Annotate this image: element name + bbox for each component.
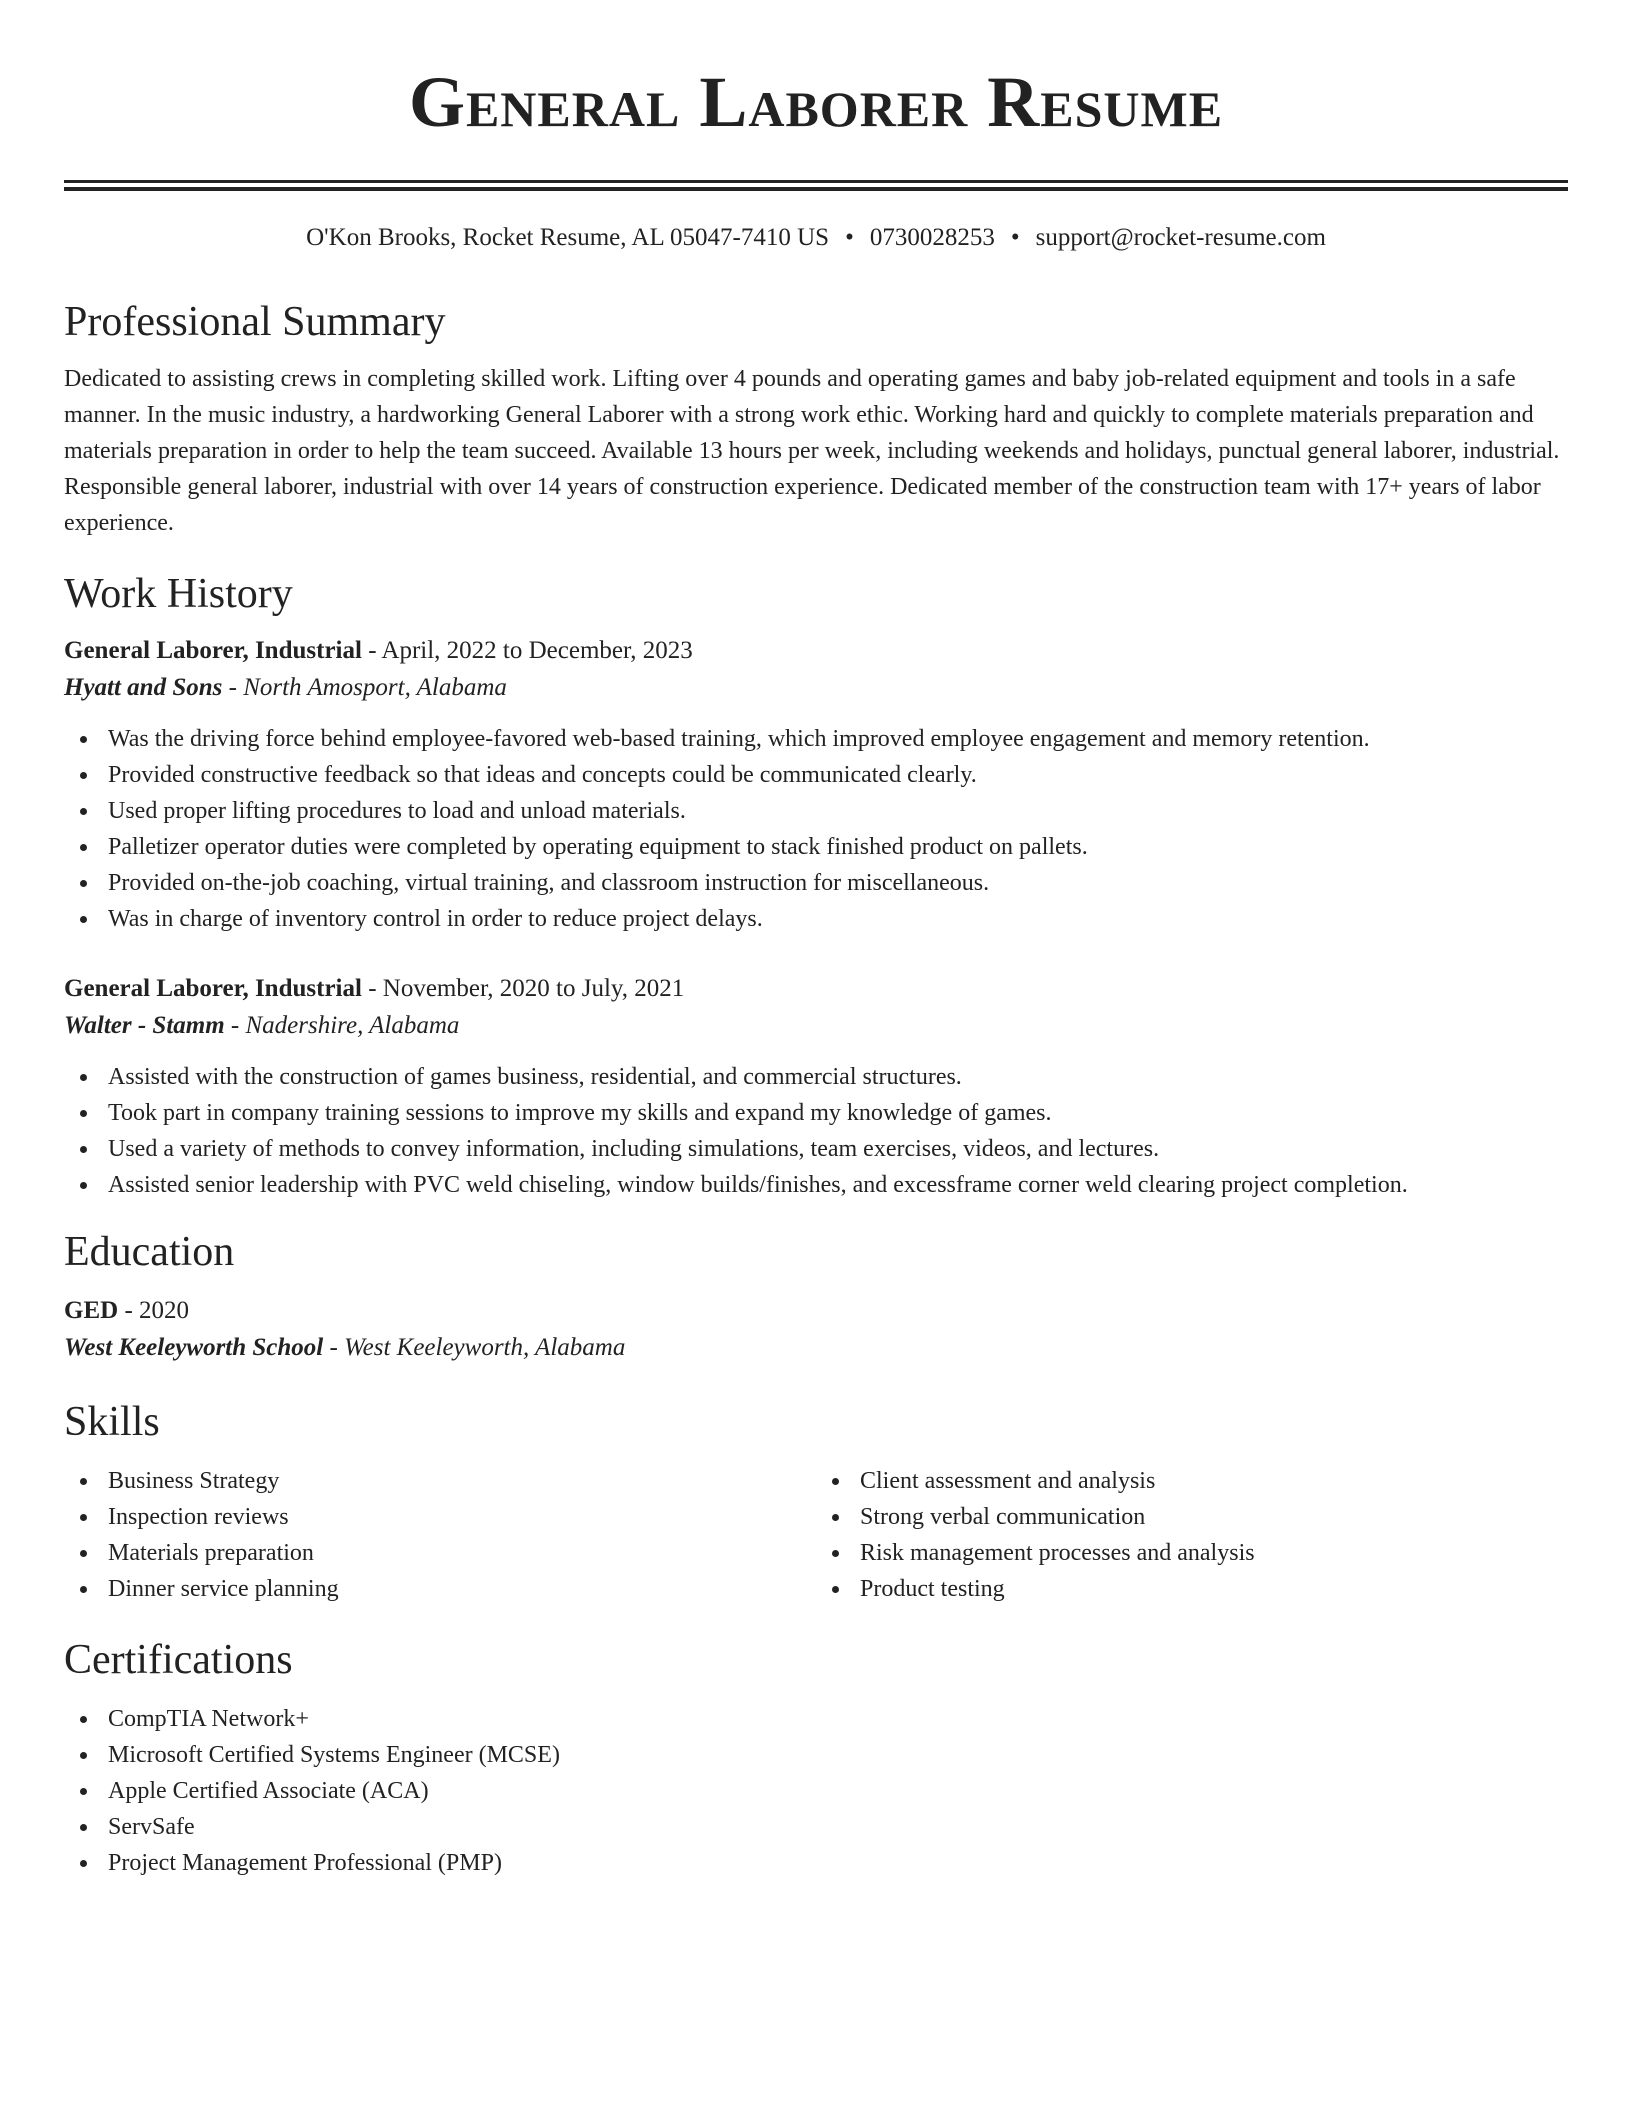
employer-line: [64, 669, 1568, 707]
list-item: Risk management processes and analysis: [816, 1535, 1568, 1571]
title-divider: [64, 180, 1568, 191]
list-item: CompTIA Network+: [64, 1701, 1568, 1737]
contact-email: support@rocket-resume.com: [1035, 224, 1326, 251]
employer-location: - Nadershire, Alabama: [224, 1012, 460, 1039]
list-item: Was the driving force behind employee-favored web-based training, which improved employee engagement and memory retention.: [64, 721, 1568, 757]
list-item: Project Management Professional (PMP): [64, 1845, 1568, 1881]
education-heading: Education: [64, 1229, 235, 1275]
list-item: ServSafe: [64, 1809, 1568, 1845]
list-item: Provided constructive feedback so that ideas and concepts could be communicated clearly.: [64, 757, 1568, 793]
summary-heading: Professional Summary: [64, 299, 446, 345]
job-title-line: [64, 971, 1568, 1007]
job-title: General Laborer, Industrial: [64, 975, 362, 1002]
list-item: Microsoft Certified Systems Engineer (MCSE): [64, 1737, 1568, 1773]
certifications-section: [64, 1633, 1568, 1881]
skills-section: [64, 1395, 1568, 1607]
degree-year: - 2020: [118, 1297, 190, 1324]
list-item: Was in charge of inventory control in order to reduce project delays.: [64, 901, 1568, 937]
certifications-heading: Certifications: [64, 1637, 293, 1683]
contact-address: O'Kon Brooks, Rocket Resume, AL 05047-7410 US: [306, 224, 830, 251]
employer-location: - North Amosport, Alabama: [222, 674, 507, 701]
contact-phone: 0730028253: [869, 224, 995, 251]
employer-name: Hyatt and Sons: [64, 674, 223, 701]
job-duties-list: [64, 721, 1568, 937]
work-history-heading: Work History: [64, 571, 293, 617]
school-name: West Keeleyworth School: [64, 1334, 324, 1361]
job-title-line: [64, 633, 1568, 669]
job-duties-list: [64, 1059, 1568, 1203]
summary-section: [64, 295, 1568, 541]
list-item: Palletizer operator duties were completed by operating equipment to stack finished product on pallets.: [64, 829, 1568, 865]
job-title: General Laborer, Industrial: [64, 637, 362, 664]
skills-heading: Skills: [64, 1399, 160, 1445]
list-item: Strong verbal communication: [816, 1499, 1568, 1535]
skills-list-right: [816, 1463, 1568, 1607]
school-location: - West Keeleyworth, Alabama: [323, 1334, 626, 1361]
list-item: Materials preparation: [64, 1535, 816, 1571]
employer-name: Walter - Stamm: [64, 1012, 225, 1039]
school-line: [64, 1329, 1568, 1367]
list-item: Inspection reviews: [64, 1499, 816, 1535]
education-section: [64, 1225, 1568, 1367]
job-dates: - April, 2022 to December, 2023: [361, 637, 693, 664]
skills-grid: [64, 1463, 1568, 1607]
job-entry: [64, 971, 1568, 1203]
list-item: Assisted with the construction of games business, residential, and commercial structures.: [64, 1059, 1568, 1095]
list-item: Took part in company training sessions to improve my skills and expand my knowledge of games.: [64, 1095, 1568, 1131]
summary-text: Dedicated to assisting crews in completing skilled work. Lifting over 4 pounds and operating games and baby job-related equipment and tools in a safe manner. In the music industry, a hardworking General Laborer with a strong work ethic. Working hard and quickly to complete materials preparation and materials preparation in order to help the team succeed. Available 13 hours per week, including weekends and holidays, punctual general laborer, industrial. Responsible general laborer, industrial with over 14 years of construction experience. Dedicated member of the construction team with 17+ years of labor experience.: [64, 366, 1560, 536]
skills-list-left: [64, 1463, 816, 1607]
contact-separator: •: [1010, 224, 1020, 251]
degree-name: GED: [64, 1297, 119, 1324]
degree-line: [64, 1293, 1568, 1329]
work-history-section: [64, 567, 1568, 1203]
contact-line: [64, 221, 1568, 255]
list-item: Apple Certified Associate (ACA): [64, 1773, 1568, 1809]
list-item: Client assessment and analysis: [816, 1463, 1568, 1499]
list-item: Provided on-the-job coaching, virtual training, and classroom instruction for miscellaneous.: [64, 865, 1568, 901]
employer-line: [64, 1007, 1568, 1045]
list-item: Used a variety of methods to convey information, including simulations, team exercises, videos, and lectures.: [64, 1131, 1568, 1167]
list-item: Business Strategy: [64, 1463, 816, 1499]
list-item: Used proper lifting procedures to load and unload materials.: [64, 793, 1568, 829]
list-item: Product testing: [816, 1571, 1568, 1607]
list-item: Assisted senior leadership with PVC weld chiseling, window builds/finishes, and excessframe corner weld clearing project completion.: [64, 1167, 1568, 1203]
job-entry: [64, 633, 1568, 937]
contact-separator: •: [845, 224, 854, 251]
certifications-list: [64, 1701, 1568, 1881]
education-entry: [64, 1293, 1568, 1367]
resume-title: General Laborer Resume: [408, 62, 1224, 142]
list-item: Dinner service planning: [64, 1571, 816, 1607]
job-dates: - November, 2020 to July, 2021: [361, 975, 685, 1002]
